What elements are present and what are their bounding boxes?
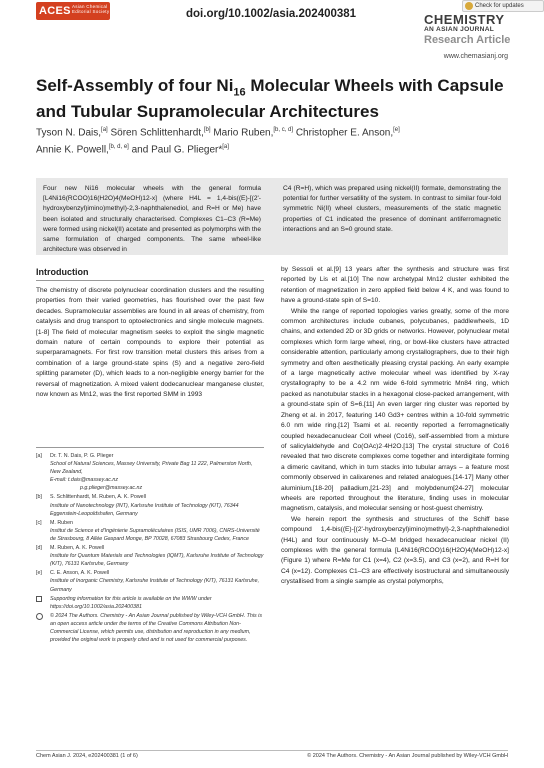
article-type: Research Article [424,34,511,46]
author-name: Annie K. Powell, [36,144,109,156]
check-for-updates-label: Check for updates [475,3,524,9]
body-left-column [36,286,264,400]
author-name: Tyson N. Dais, [36,127,102,139]
affiliation-d: [d] M. Ruben, A. K. Powell Institute for Quantum Materials and Technologies (IQMT), Karlsruhe Institute of Technology (KIT), 76131 Karlsruhe, Germany [36,545,264,568]
affiliations-divider [36,447,264,448]
journal-title: CHEMISTRY [424,12,505,27]
license-note: © 2024 The Authors. Chemistry - An Asian Journal published by Wiley-VCH GmbH. This is an open access article under the terms of the Creative Commons Attribution Non-Commercial License, which permits use, distribution and reproduction in any medium, provided the original work is properly cited and is not used for commercial purposes. [36,612,264,644]
aces-logo-subtext: Asian Chemical Editorial Society [72,4,110,14]
doi-link[interactable]: doi.org/10.1002/asia.202400381 [186,8,357,20]
supporting-info-icon [36,596,42,602]
affiliations-block [36,452,264,645]
author-name: Mario Ruben, [210,127,274,139]
affiliation-b: [b] S. Schlittenhardt, M. Ruben, A. K. Powell Institute of Nanotechnology (INT), Karlsruhe Institute of Technology (KIT), 76344 Eggenstein-Leopoldshafen, Germany [36,494,239,517]
update-check-icon [465,2,473,10]
body-paragraph: The chemistry of discrete polynuclear coordination clusters and the resulting properties from their varied geometries, has flourished over the past few decades. Supramolecular assemblies are found in all areas of chemistry, from catalysis and drug transport to optoelectronics and single molecule magnets.[1-8] The field of molecular magnetism seeks to exploit the single magnetic domain nature of certain compounds to explore their potential as superparamagnets. For first row transition metal clusters this arises from a combination of a large ground-state spins (S) and a negative zero-field splitting parameter (D), which leads to a non-negligible energy barrier for the reversal of magnetization. A mixed valent dodecanuclear manganese cluster, now known as Mn12, was the first reported SMM in 1993 [36,287,264,399]
author-list: Tyson N. Dais,[a] Sören Schlittenhardt,[b] Mario Ruben,[b, c, d] Christopher E. Anson,[e] Annie K. Powell,[b, d, e] and Paul G. Plieger*[a] [36,127,400,156]
footer-citation: Chem Asian J. 2024, e202400381 (1 of 6) [36,753,138,759]
page-header [0,0,544,46]
affiliation-a: [a] Dr. T. N. Dais, P. G. Plieger School of Natural Sciences, Massey University, Private Bag 11 222, Palmerston North, New Zealand, E-mail: t.dais@massey.ac.nz p.g.plieger@massey.ac.nz [36,452,264,492]
body-paragraph: We herein report the synthesis and structures of the Schiff base compound 1,4-bis((E)-[(2'-hydroxybenzyl)imino)methyl)-2,3-naphthalenediol (H4L) and four continuously M–O–M bridged hexadecanuclear nickel (II) complexes with the general formula [L4Ni16(RCOO)16(H2O)4(MeOH)12-x] (Figure 1) where R=Me for C1 (x=4), C2 (x=3.5), and C3 (x=2), and R=H for C4 (x=12). Complexes C1–C3 are effectively isostructural and simultaneously crystallised from a single sample as crystal polymorphs, [281,515,509,586]
aces-logo-text: ACES [39,5,71,17]
author-name: Sören Schlittenhardt, [107,127,204,139]
abstract-right-column: C4 (R=H), which was prepared using nickel(II) formate, demonstrating the potential for further versatility of the system. In contrast to similar four-fold symmetric Ni(II) wheel clusters, measurements of the static magnetic properties of C1 indicated the presence of dominant antiferromagnetic interactions and an S=0 ground state. [283,185,501,233]
author-email[interactable]: E-mail: t.dais@massey.ac.nz [50,477,118,484]
footer-copyright: © 2024 The Authors. Chemistry - An Asian Journal published by Wiley-VCH GmbH [307,753,508,759]
journal-subtitle: AN ASIAN JOURNAL [424,26,495,33]
supporting-information-note: Supporting information for this article is available on the WWW under https://doi.org/10.1002/asia.202400381 [36,595,264,611]
body-right-column [281,265,509,588]
body-paragraph: While the range of reported topologies varies greatly, some of the more common architectures include cubanes, polycubanes, paddlewheels, 1D chains, and extended 2D or 3D grids or networks. However, polynuclear metal complexes which form large wheel, ring, or bowl-like clusters have attracted considerable attention, particularly among crystallographers, due to their high symmetry and often aesthetically pleasing crystal packing. An early example of a large magnetically active molecular wheel was identified by X-ray crystallography to be a 4.2 nm wide 6-fold symmetric Mn84 ring, which packed as nanotubular stacks in a hexagonal close-packed arrangement, with a ground-state spin of S=6.[11] An even larger ring cluster was reported by Zheng et al. in 2017, featuring 140 Gd3+ centres within a 10-fold symmetric 6.0 nm wide ring.[12] Tsami et al. recently reported a ferromagnetically coupled hexadecanuclear CoII wheel (Co16), self-assembled from a mixture of salicylaldehyde and Co(OAc)2·4H2O.[13] The crystal structure of Co16 revealed that two discrete complexes come together and interdigitate forming a dimeric cavitand, which in turn stacks into tubular arrays – a feature most commonly observed in calixarenes and related analogues.[14-17] Many other aluminium,[18-20] palladium,[21-23] and molybdenum[24-27] molecular wheels are reported throughout the literature, finding uses in molecular magnetism, catalysis, and molecular sensing or host-guest chemistry. [281,307,509,513]
affiliation-c: [c] M. Ruben Institut de Science et d'Ingénierie Supramoléculaires (ISIS, UMR 7006), CNRS-Université de Strasbourg, 8 Allée Gaspard Monge, BP 70028, 67083 Strasbourg Cedex, France [36,519,260,542]
heading-divider [36,280,264,281]
author-name: Christopher E. Anson, [293,127,394,139]
author-name: and Paul G. Plieger* [128,144,223,156]
open-access-icon [36,613,43,620]
body-paragraph: by Sessoli et al.[9] 13 years after the synthesis and structure was first reported by Lis et al.[10] The now archetypal Mn12 cluster exhibited the retention of magnetization in zero applied field below 4 K, and was found to have a ground-state spin of S=10. [281,266,509,305]
journal-website[interactable]: www.chemasianj.org [443,53,508,60]
abstract-box [36,178,508,255]
article-title: Self-Assembly of four $Ni_{16}$ Molecular Wheels with Capsule and Tubular Supramolecular Architectures [36,76,504,122]
footer-divider [36,750,508,751]
aces-logo [36,2,110,20]
affiliation-e: [e] C. E. Anson, A. K. Powell Institute of Inorganic Chemistry, Karlsruhe Institute of Technology (KIT), 76131 Karlsruhe, Germany [36,570,260,593]
abstract-left-column: Four new Ni16 molecular wheels with the general formula [L4Ni16(RCOO)16(H2O)4(MeOH)12-x] (where H4L = 1,4-bis((E)-[(2'-hydroxybenzyl)imino)methyl)-2,3-naphthalenediol, and R=H or Me) have been isolated and structurally characterised. Complexes C1–C3 (R=Me) were formed using nickel(II) acetate and presented as polymorphs with the same formulation of charged components. The same wheel-like architecture was observed in [43,185,261,254]
author-email[interactable]: p.g.plieger@massey.ac.nz [80,485,143,492]
check-for-updates-button[interactable] [462,0,544,12]
section-heading-introduction: Introduction [36,267,89,277]
